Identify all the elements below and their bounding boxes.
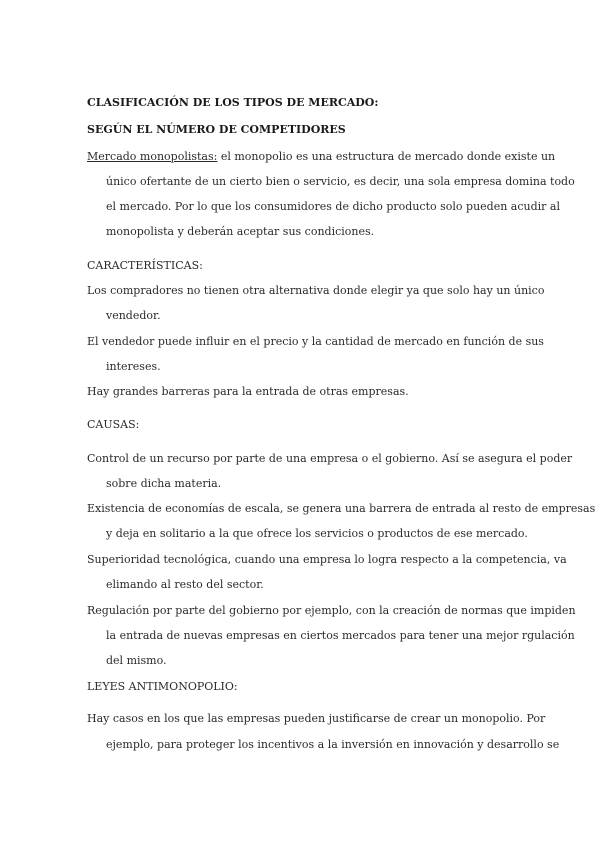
monopoly-definition-text: el monopolio es una estructura de mercado donde existe un [217, 150, 556, 163]
features-paragraph-line: Hay grandes barreras para la entrada de otras empresas. [87, 385, 409, 398]
causes-paragraph-line: Regulación por parte del gobierno por ejemplo, con la creación de normas que impiden [87, 604, 576, 617]
causes-paragraph-line: Superioridad tecnológica, cuando una empresa lo logra respecto a la competencia, va [87, 553, 567, 566]
features-heading: CARACTERÍSTICAS: [87, 259, 203, 272]
causes-paragraph-line: y deja en solitario a la que ofrece los servicios o productos de ese mercado. [106, 527, 528, 540]
causes-paragraph-line: Existencia de economías de escala, se genera una barrera de entrada al resto de empresas [87, 502, 596, 515]
causes-paragraph-line: del mismo. [106, 654, 167, 667]
monopoly-definition-line [87, 150, 555, 164]
causes-heading: CAUSAS: [87, 418, 140, 431]
causes-paragraph-line: la entrada de nuevas empresas en ciertos mercados para tener una mejor rgulación [106, 629, 575, 642]
features-paragraph-line: intereses. [106, 360, 161, 373]
laws-heading: LEYES ANTIMONOPOLIO: [87, 680, 238, 693]
causes-paragraph-line: elimando al resto del sector. [106, 578, 264, 591]
monopoly-definition-line: único ofertante de un cierto bien o servicio, es decir, una sola empresa domina todo [106, 175, 575, 188]
laws-paragraph-line: ejemplo, para proteger los incentivos a la inversión en innovación y desarrollo se [106, 738, 560, 751]
features-paragraph-line: vendedor. [106, 309, 161, 322]
laws-paragraph-line: Hay casos en los que las empresas pueden justificarse de crear un monopolio. Por [87, 712, 546, 725]
section-subtitle: SEGÚN EL NÚMERO DE COMPETIDORES [87, 123, 346, 136]
monopoly-term: Mercado monopolistas: [87, 150, 218, 163]
document-title: CLASIFICACIÓN DE LOS TIPOS DE MERCADO: [87, 96, 379, 109]
features-paragraph-line: Los compradores no tienen otra alternativa donde elegir ya que solo hay un único [87, 284, 545, 297]
features-paragraph-line: El vendedor puede influir en el precio y la cantidad de mercado en función de sus [87, 335, 544, 348]
monopoly-definition-line: el mercado. Por lo que los consumidores de dicho producto solo pueden acudir al [106, 200, 560, 213]
causes-paragraph-line: Control de un recurso por parte de una empresa o el gobierno. Así se asegura el poder [87, 452, 573, 465]
causes-paragraph-line: sobre dicha materia. [106, 477, 222, 490]
monopoly-definition-line: monopolista y deberán aceptar sus condiciones. [106, 225, 375, 238]
